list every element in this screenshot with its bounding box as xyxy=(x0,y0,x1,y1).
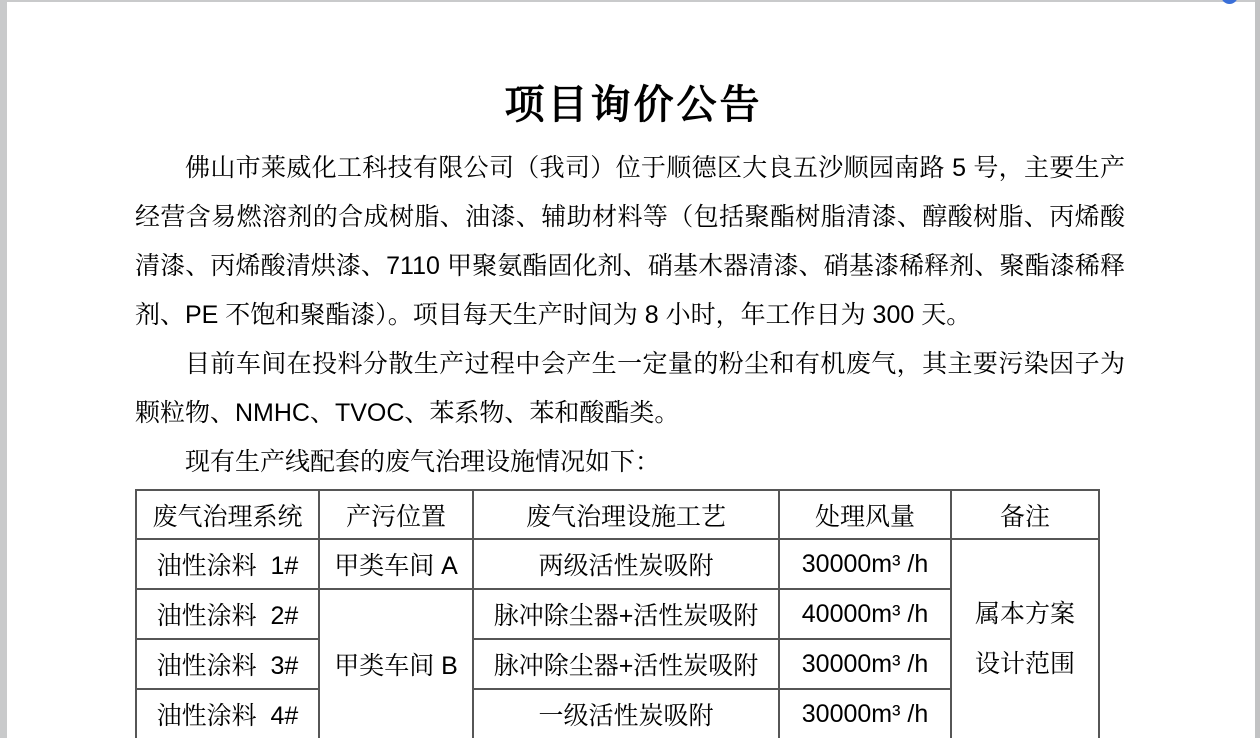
remark-line-2: 设计范围 xyxy=(974,650,1075,678)
cell-process-4: 一级活性炭吸附 xyxy=(473,689,779,738)
cell-system-2: 油性涂料 2# xyxy=(136,589,319,639)
cell-remark-merged xyxy=(951,539,1099,738)
remark-line-1: 属本方案 xyxy=(974,600,1075,628)
cell-airflow-4: 30000m³ /h xyxy=(779,689,951,738)
cell-location-merged: 甲类车间 B xyxy=(319,589,473,738)
cell-airflow-1: 30000m³ /h xyxy=(779,539,951,589)
waste-gas-treatment-table xyxy=(135,489,1100,738)
header-cell-remark: 备注 xyxy=(951,490,1099,539)
cell-process-3: 脉冲除尘器+活性炭吸附 xyxy=(473,639,779,689)
header-cell-airflow: 处理风量 xyxy=(779,490,951,539)
cell-process-1: 两级活性炭吸附 xyxy=(473,539,779,589)
cell-airflow-2: 40000m³ /h xyxy=(779,589,951,639)
paragraph-pollutants: 目前车间在投料分散生产过程中会产生一定量的粉尘和有机废气，其主要污染因子为颗粒物、NMHC、TVOC、苯系物、苯和酸酯类。 xyxy=(135,350,1125,427)
header-cell-location: 产污位置 xyxy=(319,490,473,539)
table-row xyxy=(136,539,1099,589)
table-header-row xyxy=(136,490,1099,539)
cell-system-3: 油性涂料 3# xyxy=(136,639,319,689)
scrollbar-track[interactable] xyxy=(1255,0,1260,738)
paragraph-table-lead-in: 现有生产线配套的废气治理设施情况如下： xyxy=(185,448,661,476)
document-page xyxy=(7,2,1260,738)
header-cell-system: 废气治理系统 xyxy=(136,490,319,539)
document-title: 项目询价公告 xyxy=(504,82,763,127)
cell-system-1: 油性涂料 1# xyxy=(136,539,319,589)
cell-airflow-3: 30000m³ /h xyxy=(779,639,951,689)
header-cell-process: 废气治理设施工艺 xyxy=(473,490,779,539)
paragraph-company-intro: 佛山市莱威化工科技有限公司（我司）位于顺德区大良五沙顺园南路 5 号，主要生产经营含易燃溶剂的合成树脂、油漆、辅助材料等（包括聚酯树脂清漆、醇酸树脂、丙烯酸清漆、丙烯酸清烘漆、7110 甲聚氨酯固化剂、硝基木器清漆、硝基漆稀释剂、聚酯漆稀释剂、PE 不饱和聚酯漆）。项目每天生产时间为 8 小时，年工作日为 300 天。 xyxy=(135,154,1125,329)
cell-location-1: 甲类车间 A xyxy=(319,539,473,589)
cell-system-4: 油性涂料 4# xyxy=(136,689,319,738)
cell-process-2: 脉冲除尘器+活性炭吸附 xyxy=(473,589,779,639)
